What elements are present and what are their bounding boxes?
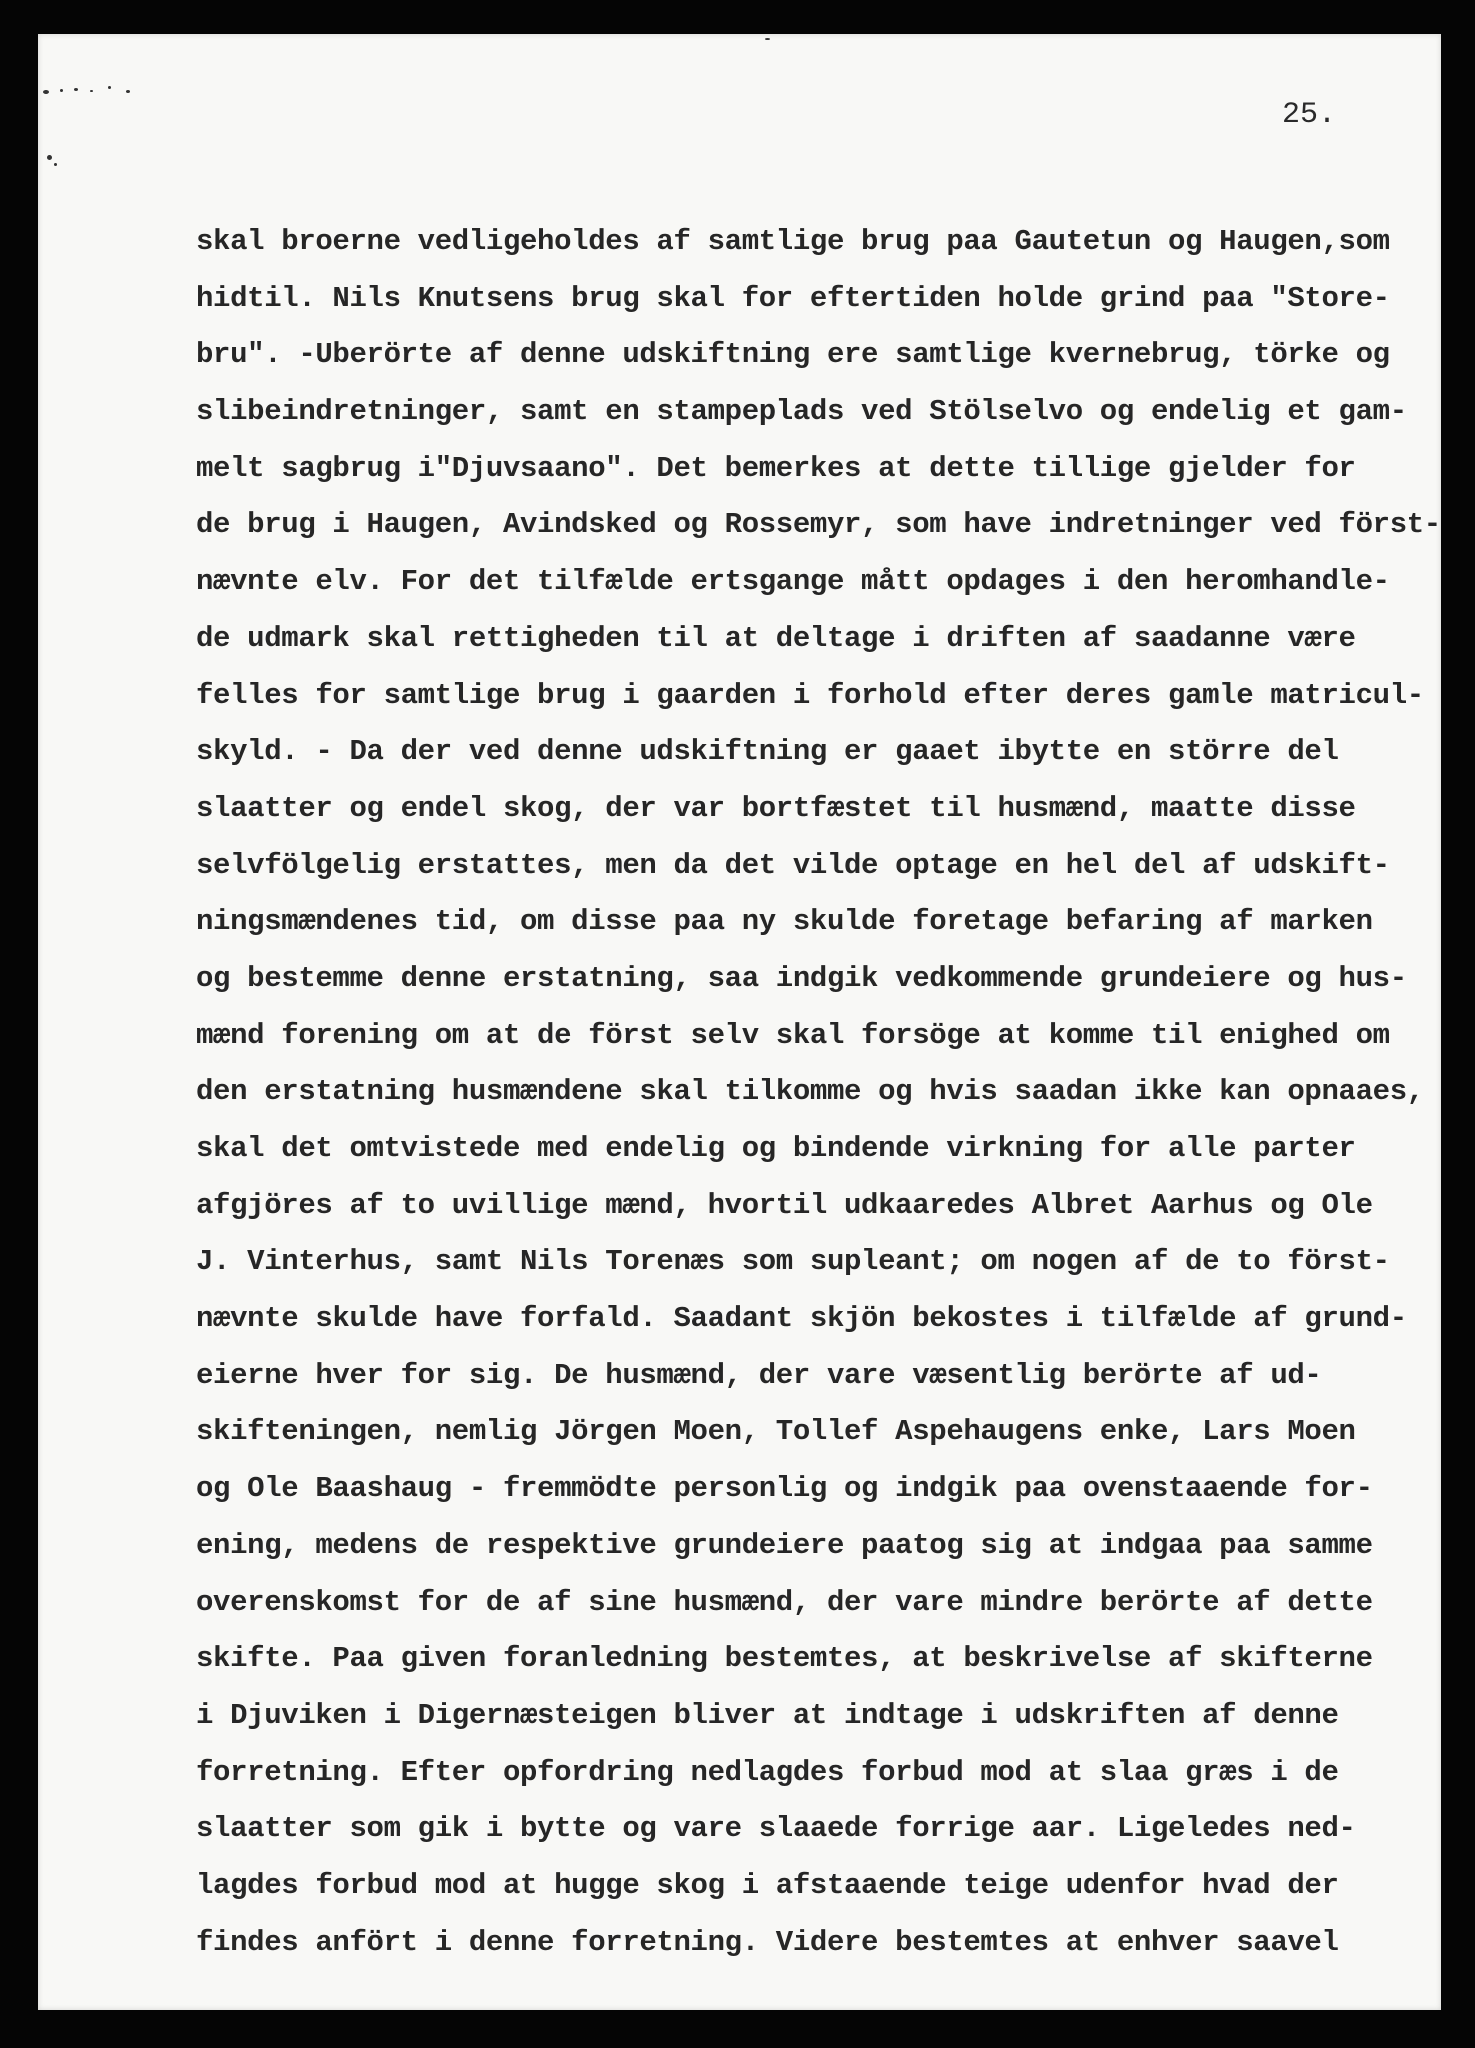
text-line: de udmark skal rettigheden til at deltage i driften af saadanne være xyxy=(196,621,1356,655)
text-line: lagdes forbud mod at hugge skog i afstaaende teige udenfor hvad der xyxy=(196,1868,1339,1902)
text-line: skifteningen, nemlig Jörgen Moen, Tollef Aspehaugens enke, Lars Moen xyxy=(196,1415,1356,1449)
text-line: slaatter og endel skog, der var bortfæstet til husmænd, maatte disse xyxy=(196,791,1356,825)
scan-speck xyxy=(90,90,93,92)
typed-text-body xyxy=(196,214,1441,1971)
text-line: nævnte skulde have forfald. Saadant skjön bekostes i tilfælde af grund- xyxy=(196,1302,1407,1336)
text-line: bru". -Uberörte af denne udskiftning ere samtlige kvernebrug, törke og xyxy=(196,338,1390,372)
text-line: nævnte elv. For det tilfælde ertsgange mått opdages i den heromhandle- xyxy=(196,565,1390,599)
scan-speck xyxy=(126,90,130,93)
page-number: 25. xyxy=(1282,98,1337,132)
text-line: forretning. Efter opfordring nedlagdes forbud mod at slaa græs i de xyxy=(196,1755,1339,1789)
scan-speck xyxy=(60,89,63,92)
text-line: ningsmændenes tid, om disse paa ny skulde foretage befaring af marken xyxy=(196,905,1373,939)
text-line: slibeindretninger, samt en stampeplads ved Stölselvo og endelig et gam- xyxy=(196,395,1407,429)
text-line: selvfölgelig erstattes, men da det vilde optage en hel del af udskift- xyxy=(196,848,1390,882)
text-line: hidtil. Nils Knutsens brug skal for eftertiden holde grind paa "Store- xyxy=(196,281,1390,315)
text-line: den erstatning husmændene skal tilkomme og hvis saadan ikke kan opnaaes, xyxy=(196,1075,1424,1109)
text-line: J. Vinterhus, samt Nils Torenæs som supleant; om nogen af de to först- xyxy=(196,1245,1390,1279)
text-line: felles for samtlige brug i gaarden i forhold efter deres gamle matricul- xyxy=(196,678,1424,712)
text-line: og bestemme denne erstatning, saa indgik vedkommende grundeiere og hus- xyxy=(196,961,1407,995)
text-line: og Ole Baashaug - fremmödte personlig og indgik paa ovenstaaende for- xyxy=(196,1472,1373,1506)
text-line: eierne hver for sig. De husmænd, der vare væsentlig berörte af ud- xyxy=(196,1358,1322,1392)
text-line: ening, medens de respektive grundeiere paatog sig at indgaa paa samme xyxy=(196,1528,1373,1562)
scan-speck xyxy=(43,90,49,94)
scan-speck xyxy=(765,38,770,40)
text-line: overenskomst for de af sine husmænd, der vare mindre berörte af dette xyxy=(196,1585,1373,1619)
text-line: skyld. - Da der ved denne udskiftning er gaaet ibytte en större del xyxy=(196,735,1339,769)
text-line: de brug i Haugen, Avindsked og Rossemyr, som have indretninger ved först- xyxy=(196,508,1441,542)
text-line: skifte. Paa given foranledning bestemtes, at beskrivelse af skifterne xyxy=(196,1642,1373,1676)
text-line: i Djuviken i Digernæsteigen bliver at indtage i udskriften af denne xyxy=(196,1698,1339,1732)
scan-speck xyxy=(108,86,111,89)
text-line: skal det omtvistede med endelig og bindende virkning for alle parter xyxy=(196,1132,1356,1165)
scan-speck xyxy=(74,88,78,91)
scan-speck xyxy=(47,155,52,160)
text-line: skal broerne vedligeholdes af samtlige brug paa Gautetun og Haugen,som xyxy=(196,225,1390,258)
text-line: slaatter som gik i bytte og vare slaaede forrige aar. Ligeledes ned- xyxy=(196,1812,1356,1846)
scan-speck xyxy=(54,163,57,166)
text-line: afgjöres af to uvillige mænd, hvortil udkaaredes Albret Aarhus og Ole xyxy=(196,1188,1373,1222)
text-line: findes anfört i denne forretning. Videre bestemtes at enhver saavel xyxy=(196,1925,1339,1959)
text-line: mænd forening om at de först selv skal forsöge at komme til enighed om xyxy=(196,1018,1390,1052)
text-line: melt sagbrug i"Djuvsaano". Det bemerkes at dette tillige gjelder for xyxy=(196,451,1356,485)
